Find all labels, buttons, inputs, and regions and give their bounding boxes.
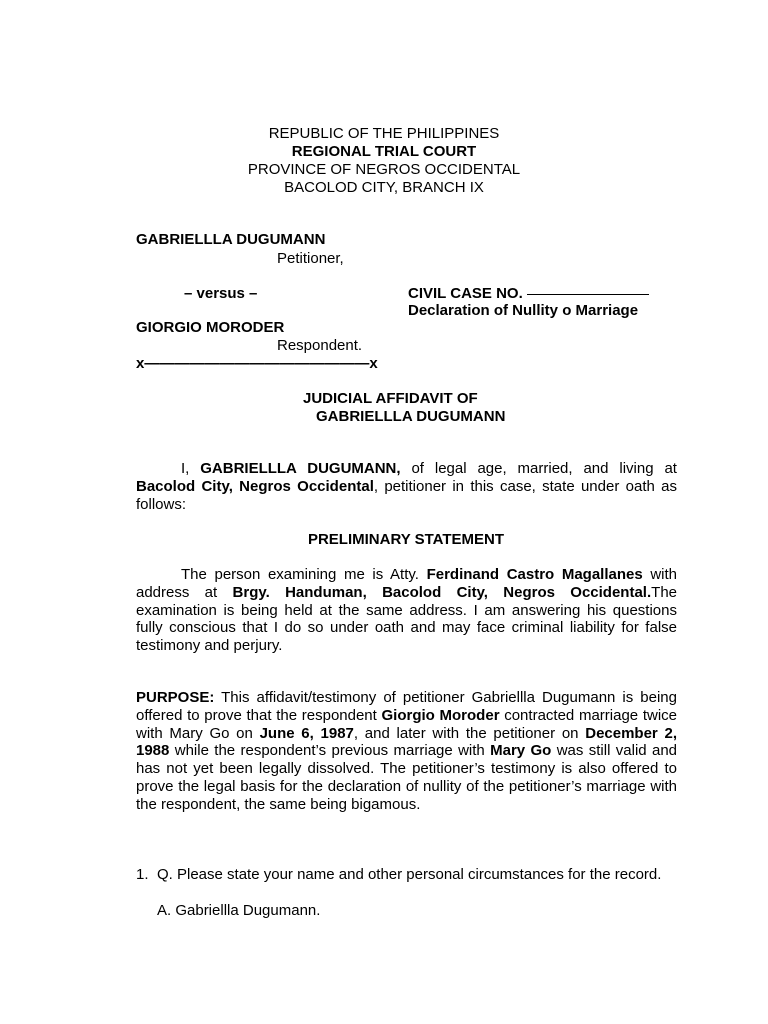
- purpose-label: PURPOSE:: [136, 689, 215, 706]
- purpose-paragraph: [136, 689, 677, 814]
- court-header: [0, 125, 768, 197]
- case-nature: Declaration of Nullity o Marriage: [408, 302, 639, 319]
- preliminary-paragraph: [136, 566, 677, 655]
- versus-label: – versus –: [184, 285, 258, 302]
- preliminary-text-1: The person examining me is Atty.: [181, 566, 427, 583]
- intro-address: Bacolod City, Negros Occidental: [136, 477, 374, 495]
- respondent-role: Respondent.: [277, 337, 363, 354]
- case-number-label: CIVIL CASE NO.: [408, 285, 523, 302]
- qa-number: 1.: [136, 866, 149, 883]
- purpose-text-5: was still valid and has not yet been legally dissolved. The petitioner’s testimony is also offered to prove the legal basis for the declaration of nullity of the petitioner’s marriage with the respondent, the same being bigamous.: [136, 742, 678, 813]
- title-line-1: JUDICIAL AFFIDAVIT OF: [303, 390, 478, 407]
- case-number: [408, 285, 649, 303]
- purpose-text-4: while the respondent’s previous marriage with: [169, 742, 491, 760]
- examiner-name: Ferdinand Castro Magallanes: [426, 566, 643, 583]
- intro-text-1: I,: [181, 460, 201, 477]
- purpose-text-3: , and later with the petitioner on: [353, 724, 586, 742]
- respondent-name: GIORGIO MORODER: [136, 319, 285, 336]
- purpose-text-1: This affidavit/testimony of petitioner Gabriellla Dugumann is being offered to prove that the respondent: [136, 689, 677, 724]
- preliminary-text-2: with address at: [136, 566, 678, 601]
- case-number-blank: [527, 294, 649, 295]
- examiner-address: Brgy. Handuman, Bacolod City, Negros Occidental.: [232, 583, 652, 601]
- purpose-text-2: contracted marriage twice with Mary Go on: [136, 706, 677, 742]
- caption-separator: x———————————————x: [136, 355, 378, 372]
- qa-question: Q. Please state your name and other personal circumstances for the record.: [157, 866, 662, 883]
- intro-text-3: , petitioner in this case, state under oath as follows:: [136, 477, 677, 513]
- first-marriage-date: June 6, 1987: [259, 724, 354, 742]
- intro-affiant-name: GABRIELLLA DUGUMANN,: [200, 460, 401, 477]
- petitioner-role: Petitioner,: [277, 250, 344, 267]
- intro-text-2: of legal age, married, and living at: [400, 460, 677, 477]
- section-heading: PRELIMINARY STATEMENT: [307, 531, 505, 548]
- respondent-bold-name: Giorgio Moroder: [381, 706, 500, 724]
- qa-answer: A. Gabriellla Dugumann.: [157, 902, 321, 919]
- header-court: REGIONAL TRIAL COURT: [291, 143, 477, 160]
- header-city-branch: BACOLOD CITY, BRANCH IX: [284, 179, 484, 196]
- second-marriage-date: December 2, 1988: [136, 724, 678, 760]
- intro-paragraph: [136, 460, 677, 513]
- preliminary-text-3: The examination is being held at the same address. I am answering his questions fully conscious that I do so under oath and may face criminal liability for false testimony and perjury.: [136, 583, 678, 655]
- title-line-2: GABRIELLLA DUGUMANN: [316, 408, 506, 425]
- first-spouse-name: Mary Go: [490, 742, 552, 760]
- header-republic: REPUBLIC OF THE PHILIPPINES: [268, 125, 500, 142]
- petitioner-name: GABRIELLLA DUGUMANN: [136, 231, 326, 248]
- header-province: PROVINCE OF NEGROS OCCIDENTAL: [247, 161, 521, 178]
